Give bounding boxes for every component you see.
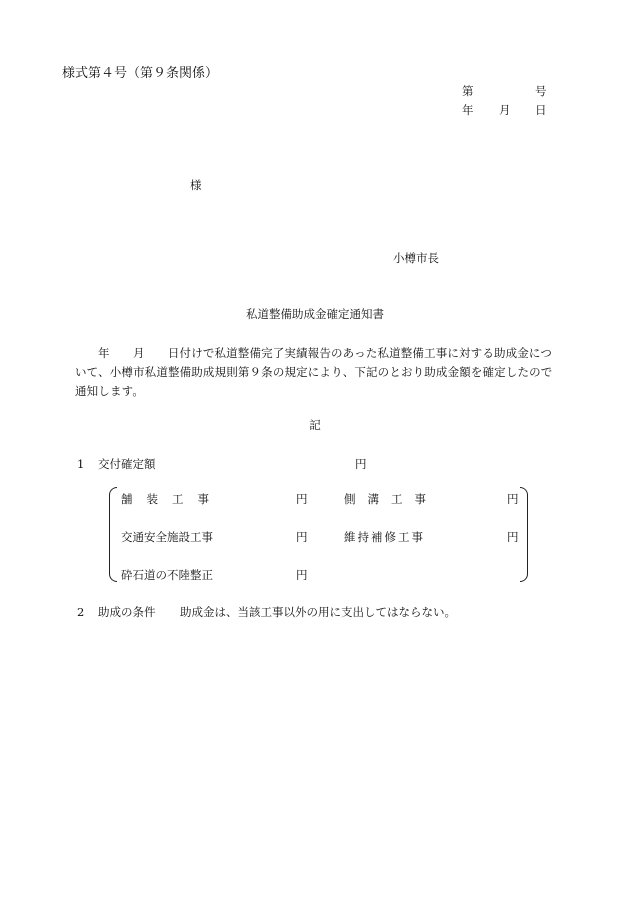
breakdown-label-paving: 舗装工事 — [121, 492, 223, 506]
breakdown-unit-traffic-safety: 円 — [296, 530, 308, 544]
date-day-label: 日 — [535, 103, 547, 117]
breakdown-unit-maintenance: 円 — [507, 530, 519, 544]
breakdown-unit-gravel-leveling: 円 — [296, 568, 308, 582]
item-1-unit: 円 — [355, 457, 367, 471]
addressee-honorific: 様 — [190, 178, 202, 192]
item-1-label: 交付確定額 — [98, 457, 156, 471]
form-title: 様式第４号（第９条関係） — [62, 66, 219, 81]
item-2-number: 2 — [77, 605, 85, 619]
breakdown-label-maintenance: 維持補修工事 — [344, 530, 425, 544]
issuer-name: 小樽市長 — [393, 251, 439, 265]
item-1-number: 1 — [77, 457, 85, 471]
date-year-label: 年 — [462, 103, 474, 117]
breakdown-unit-paving: 円 — [296, 492, 308, 506]
document-number-prefix: 第 — [462, 84, 474, 98]
breakdown-unit-gutter: 円 — [507, 492, 519, 506]
item-2-label: 助成の条件 — [98, 605, 156, 619]
breakdown-label-gutter: 側溝工事 — [344, 492, 438, 506]
body-paragraph: 年 月 日付けで私道整備完了実績報告のあった私道整備工事に対する助成金について、小樽市私道整備助成規則第９条の規定により、下記のとおり助成金額を確定したので通知します。 — [75, 346, 553, 398]
breakdown-right-bracket — [520, 487, 528, 582]
breakdown-label-gravel-leveling: 砕石道の不陸整正 — [121, 568, 213, 582]
ki-heading: 記 — [309, 418, 321, 432]
breakdown-label-traffic-safety: 交通安全施設工事 — [121, 530, 213, 544]
item-2-text: 助成金は、当該工事以外の用に支出してはならない。 — [180, 605, 456, 619]
document-title: 私道整備助成金確定通知書 — [246, 307, 384, 321]
breakdown-left-bracket — [109, 487, 117, 582]
document-number-suffix: 号 — [535, 84, 547, 98]
date-month-label: 月 — [499, 103, 511, 117]
